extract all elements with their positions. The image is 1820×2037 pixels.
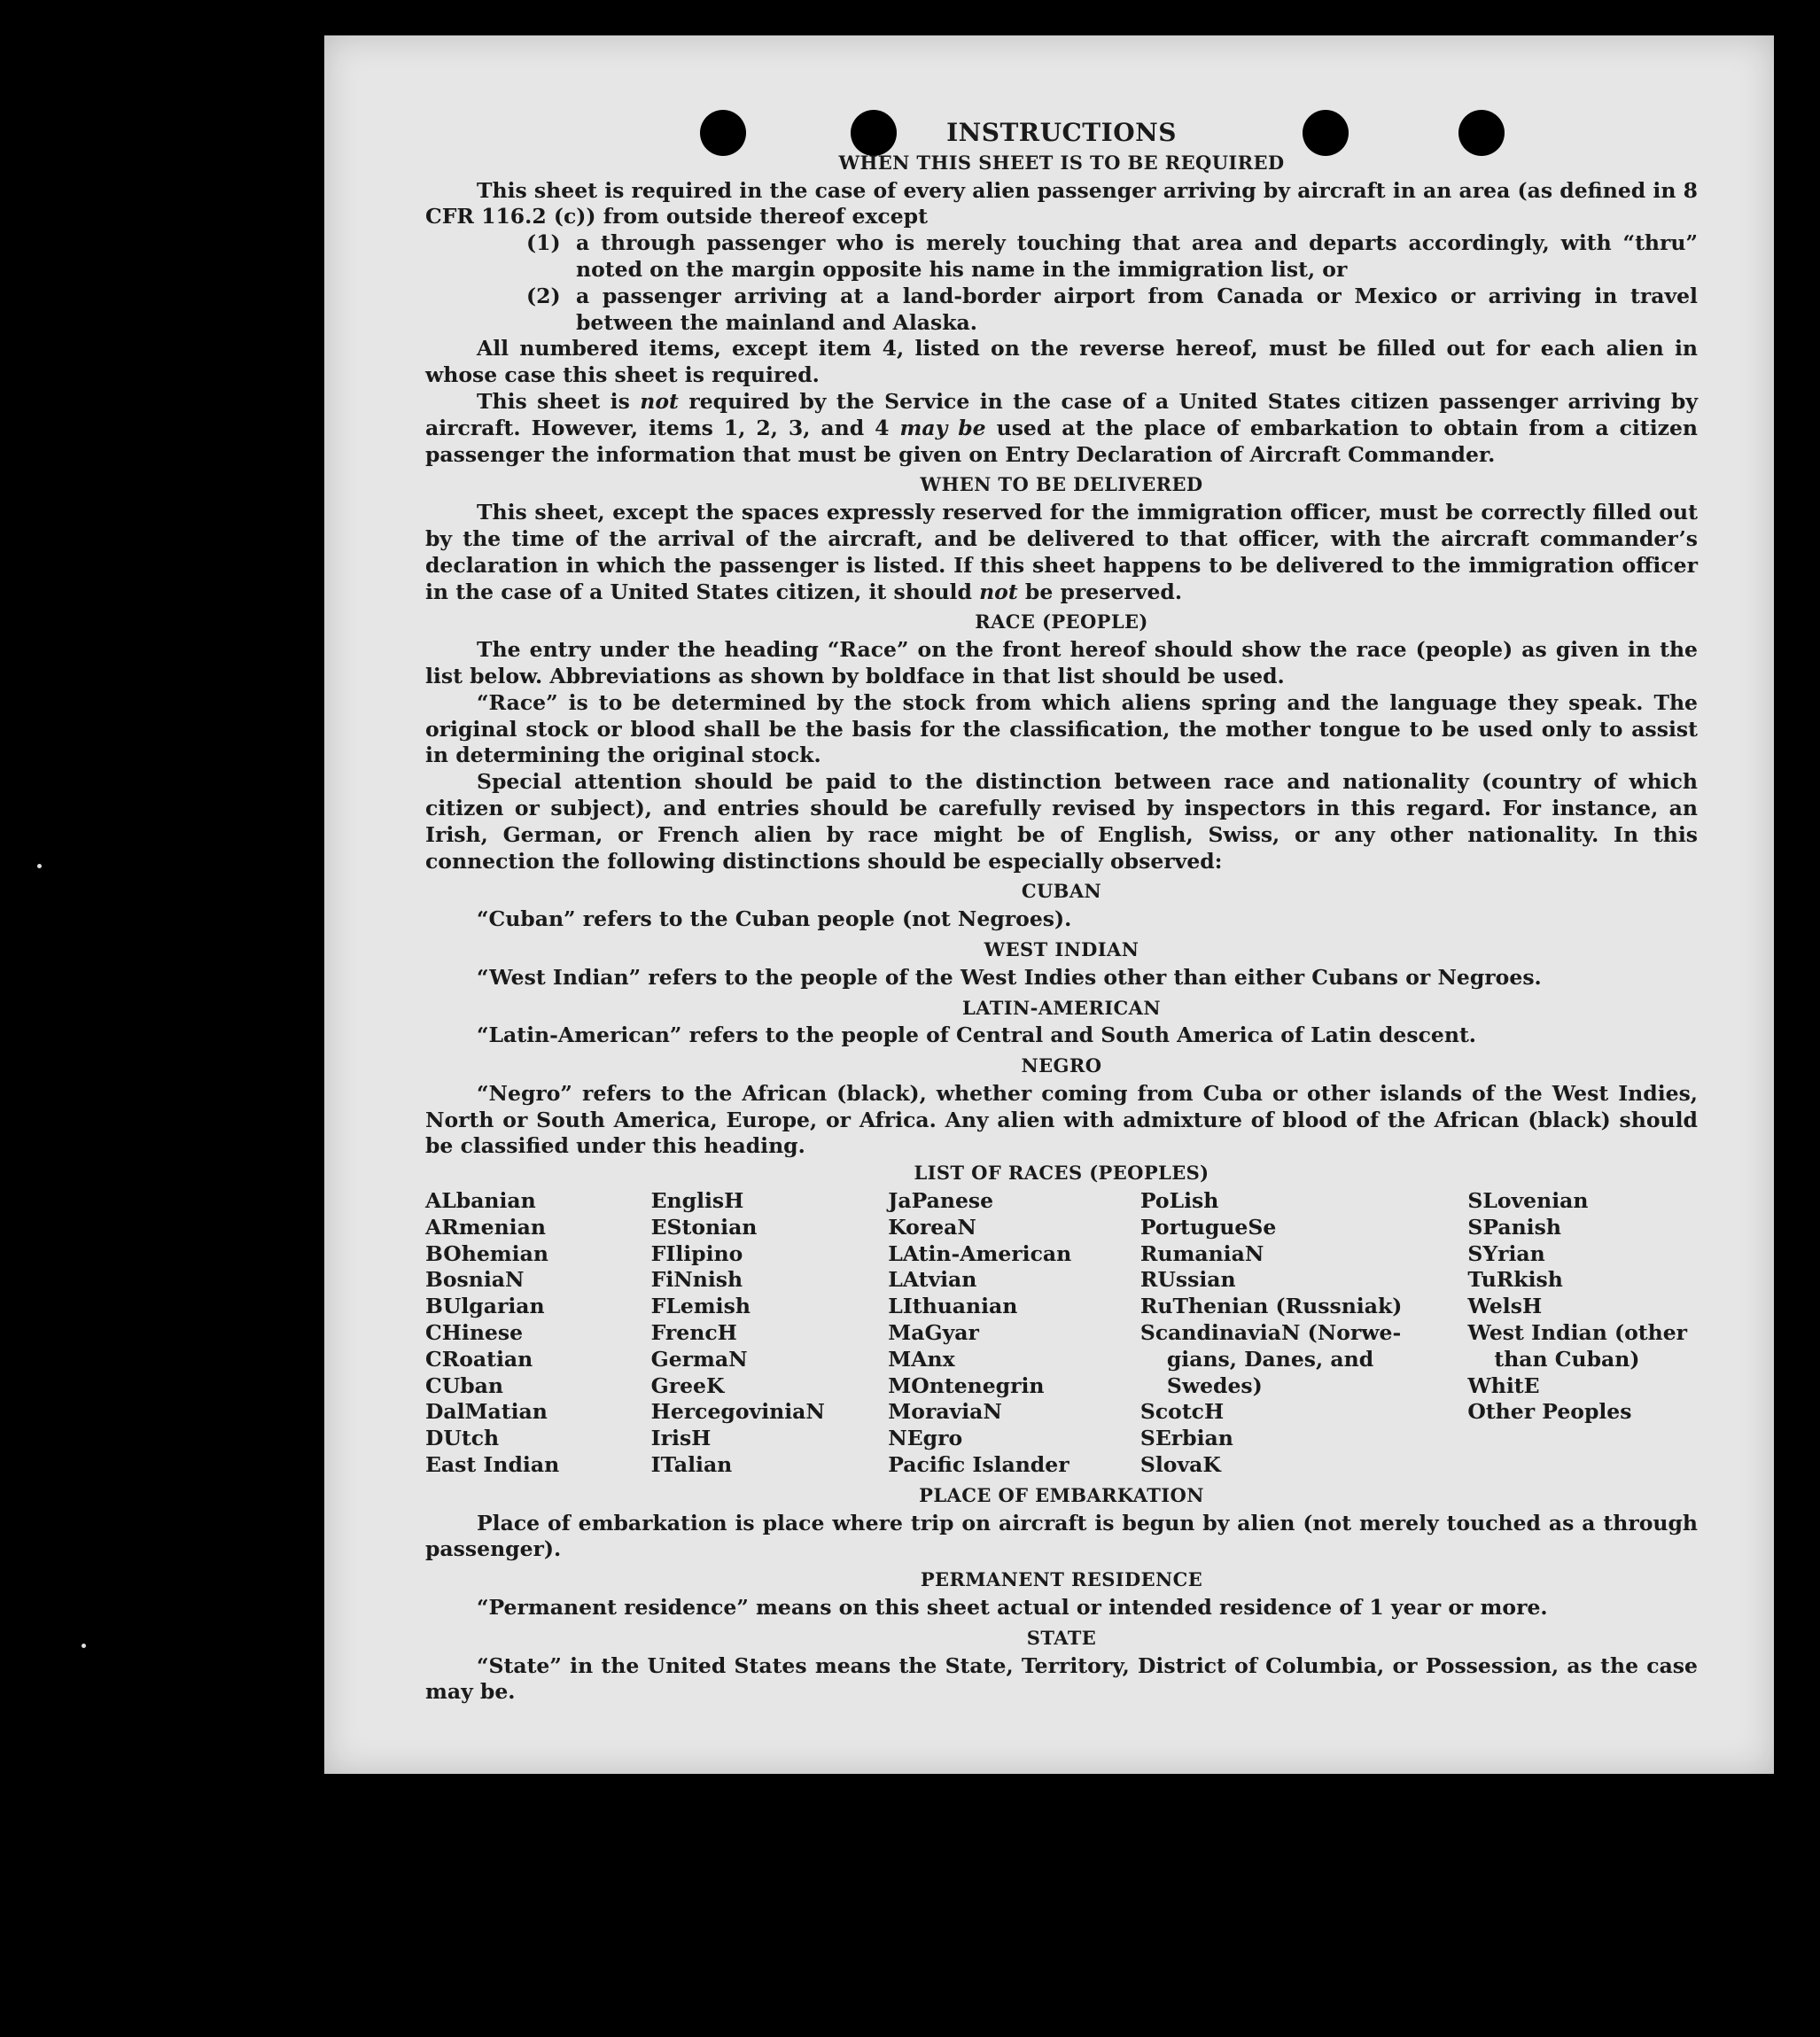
race-item: FIlipino <box>650 1240 743 1266</box>
instruction-sheet <box>324 35 1774 1774</box>
race-item: MoraviaN <box>888 1399 1002 1425</box>
race-item: ScotcH <box>1139 1399 1225 1425</box>
page-title: INSTRUCTIONS <box>946 118 1177 147</box>
race-item: TuRkish <box>1467 1267 1563 1293</box>
race-item: LAtin-American <box>888 1240 1072 1266</box>
race-item: SPanish <box>1467 1214 1561 1240</box>
paragraph-numbered-items: All numbered items, except item 4, listed on the reverse hereof, must be filled out for each alien in whose case this sheet is required. <box>425 336 1698 388</box>
scan-speck <box>82 1644 86 1648</box>
race-item: GreeK <box>650 1372 725 1398</box>
race-item: Pacific Islander <box>888 1452 1069 1478</box>
race-item: CRoatian <box>425 1346 533 1372</box>
paragraph-citizen: This sheet is not required by the Service in the case of a United States citizen passenger arriving by aircraft. However, items 1, 2, 3, and 4 may be used at the place of embarkation to obtain from a citizen passenger the information that must be given on Entry Declaration of Aircraft Commander. <box>425 388 1699 467</box>
race-item: RUssian <box>1139 1267 1236 1293</box>
race-item: MAnx <box>888 1346 955 1372</box>
section-heading-embarkation: PLACE OF EMBARKATION <box>919 1483 1204 1506</box>
section-heading-latin-american: LATIN-AMERICAN <box>962 996 1161 1019</box>
section-heading-cuban: CUBAN <box>1021 880 1102 903</box>
race-item: West Indian (other <box>1467 1320 1688 1346</box>
race-item: BUlgarian <box>425 1294 545 1319</box>
section-heading-west-indian: WEST INDIAN <box>984 937 1139 960</box>
race-item: KoreaN <box>888 1214 976 1240</box>
section-heading-state: STATE <box>1026 1626 1097 1649</box>
section-heading-required: WHEN THIS SHEET IS TO BE REQUIRED <box>838 151 1285 174</box>
race-item: HercegoviniaN <box>650 1399 825 1425</box>
race-item: PortugueSe <box>1139 1214 1277 1240</box>
race-item: IrisH <box>650 1426 712 1451</box>
item-text: a through passenger who is merely touching that area and departs accordingly, with “thru” noted on the margin opposite his name in the immigration list, or <box>576 230 1698 282</box>
paragraph-required: This sheet is required in the case of every alien passenger arriving by aircraft in an area (as defined in 8 CFR 116.2 (c)) from outside thereof except <box>425 177 1698 229</box>
paragraph-west-indian: “West Indian” refers to the people of the West Indies other than either Cubans or Negroes. <box>477 964 1542 990</box>
race-item: SLovenian <box>1467 1188 1589 1214</box>
race-item: SErbian <box>1139 1426 1233 1451</box>
paragraph-latin-american: “Latin-American” refers to the people of Central and South America of Latin descent. <box>477 1022 1476 1048</box>
paragraph-negro: “Negro” refers to the African (black), whether coming from Cuba or other islands of the West Indies, North or South America, Europe, or Africa. Any alien with admixture of blood of the African (black) should be classified under this heading. <box>425 1080 1698 1159</box>
item-number: (1) <box>526 230 561 256</box>
race-item: East Indian <box>425 1452 560 1478</box>
paragraph-permanent-residence: “Permanent residence” means on this sheet actual or intended residence of 1 year or more. <box>477 1595 1548 1621</box>
race-item: ALbanian <box>425 1188 536 1214</box>
race-item: ScandinaviaN (Norwe- <box>1139 1320 1402 1346</box>
race-item: WhitE <box>1467 1372 1540 1398</box>
race-item-continued: Swedes) <box>1166 1372 1263 1398</box>
numbered-item <box>526 230 1698 284</box>
race-column <box>1140 1188 1467 1479</box>
paragraph-race-1: The entry under the heading “Race” on the front hereof should show the race (people) as given in the list below. Abbreviations as shown by boldface in that list should be used. <box>425 637 1698 688</box>
race-column <box>888 1188 1140 1479</box>
race-item: GermaN <box>650 1346 748 1372</box>
race-item: MOntenegrin <box>888 1372 1045 1398</box>
race-column <box>1467 1188 1698 1479</box>
race-item: Other Peoples <box>1467 1399 1632 1425</box>
race-list <box>425 1188 1698 1479</box>
section-heading-list-of-races: LIST OF RACES (PEOPLES) <box>914 1162 1209 1185</box>
paragraph-race-2: “Race” is to be determined by the stock from which aliens spring and the language they speak. The original stock or blood shall be the basis for the classification, the mother tongue to be used only to assist in determining the original stock. <box>425 689 1698 768</box>
race-item: FrencH <box>650 1320 737 1346</box>
race-item: BosniaN <box>425 1267 525 1293</box>
instructions-text <box>425 120 1698 1706</box>
race-item: CUban <box>425 1372 503 1398</box>
race-item: MaGyar <box>888 1320 979 1346</box>
item-text: a passenger arriving at a land-border airport from Canada or Mexico or arriving in travel between the mainland and Alaska. <box>576 283 1698 335</box>
numbered-item <box>526 284 1698 337</box>
race-item: SYrian <box>1467 1240 1545 1266</box>
race-item: LAtvian <box>888 1267 977 1293</box>
race-item: DUtch <box>425 1426 500 1451</box>
race-item: FiNnish <box>650 1267 743 1293</box>
race-item: FLemish <box>650 1294 751 1319</box>
race-item-continued: than Cuban) <box>1494 1346 1640 1372</box>
paragraph-cuban: “Cuban” refers to the Cuban people (not Negroes). <box>477 906 1072 932</box>
race-item: NEgro <box>888 1426 963 1451</box>
paragraph-delivered: This sheet, except the spaces expressly reserved for the immigration officer, must be correctly filled out by the time of the arrival of the aircraft, and be delivered to that officer, with the aircraft commander’s declaration in which the passenger is listed. If this sheet happens to be delivered to the immigration officer in the case of a United States citizen, it should not be preserved. <box>425 500 1698 604</box>
race-item: ARmenian <box>425 1214 546 1240</box>
race-item: RumaniaN <box>1139 1240 1264 1266</box>
race-item: ITalian <box>650 1452 733 1478</box>
race-item-continued: gians, Danes, and <box>1166 1346 1374 1372</box>
section-heading-delivered: WHEN TO BE DELIVERED <box>920 473 1203 496</box>
race-item: EnglisH <box>650 1188 744 1214</box>
item-number: (2) <box>526 283 561 308</box>
race-item: BOhemian <box>425 1240 548 1266</box>
race-item: LIthuanian <box>888 1294 1018 1319</box>
race-item: RuThenian (Russniak) <box>1139 1294 1403 1319</box>
race-column <box>425 1188 651 1479</box>
race-item: SlovaK <box>1139 1452 1221 1478</box>
section-heading-race: RACE (PEOPLE) <box>975 610 1148 634</box>
race-column <box>651 1188 889 1479</box>
race-item: PoLish <box>1139 1188 1219 1214</box>
section-heading-permanent-residence: PERMANENT RESIDENCE <box>920 1568 1203 1591</box>
race-item: WelsH <box>1467 1294 1543 1319</box>
race-item: EStonian <box>650 1214 758 1240</box>
scan-speck <box>37 864 42 868</box>
paragraph-state: “State” in the United States means the State, Territory, District of Columbia, or Possession, as the case may be. <box>425 1652 1698 1705</box>
race-item: CHinese <box>425 1320 524 1346</box>
race-item: JaPanese <box>888 1188 994 1214</box>
race-item: DalMatian <box>425 1399 548 1425</box>
paragraph-embarkation: Place of embarkation is place where trip on aircraft is begun by alien (not merely touched as a through passenger). <box>425 1510 1698 1562</box>
paragraph-race-3: Special attention should be paid to the distinction between race and nationality (country of which citizen or subject), and entries should be carefully revised by inspectors in this regard. For instance, an Irish, German, or French alien by race might be of English, Swiss, or any other nationality. In this connection the following distinctions should be especially observed: <box>425 769 1698 874</box>
section-heading-negro: NEGRO <box>1021 1054 1102 1077</box>
